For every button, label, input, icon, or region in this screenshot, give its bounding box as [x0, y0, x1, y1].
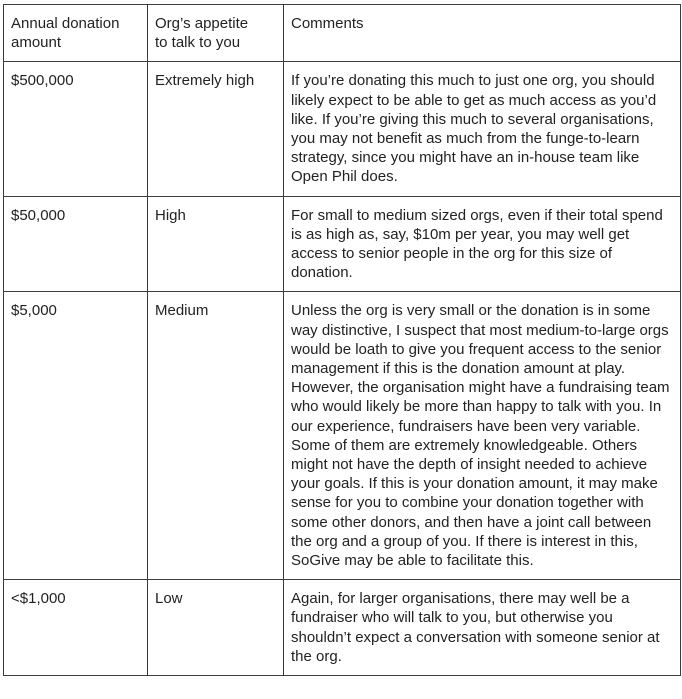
amount-cell [4, 62, 148, 196]
header-label-amount: Annual donation amount [11, 15, 120, 52]
comments-cell [284, 62, 681, 196]
amount-value: $50,000 [11, 206, 66, 224]
amount-value: $500,000 [11, 72, 74, 90]
amount-value: <$1,000 [11, 590, 66, 608]
appetite-value: High [155, 206, 186, 224]
comments-cell [284, 580, 681, 676]
appetite-cell [148, 196, 284, 292]
comments-text: Unless the org is very small or the donation is in some way distinctive, I suspect that most medium-to-large orgs would be loath to give you frequent access to the senior management if this is the donation amount at play. However, the organisation might have a fundraising team who would likely be more than happy to talk with you. In our experience, fundraisers have been very variable. Some of them are extremely knowledgeable. Others might not have the depth of insight needed to achieve your goals. If this is your donation amount, it may make sense for you to combine your donation together with some other donors, and then have a joint call between the org and a group of you. If there is interest in this, SoGive may be able to facilitate this. [291, 302, 674, 570]
table-row [4, 292, 681, 580]
appetite-cell [148, 62, 284, 196]
comments-cell [284, 292, 681, 580]
appetite-value: Medium [155, 302, 209, 320]
amount-value: $5,000 [11, 302, 57, 320]
table-row [4, 62, 681, 196]
comments-text: If you’re donating this much to just one org, you should likely expect to be able to get as much access as you’d like. If you’re giving this much to several organisations, you may not benefit as much from the funge-to-learn strategy, since you might have an in-house team like Open Phil does. [291, 72, 661, 186]
header-cell-appetite [148, 5, 284, 62]
comments-text: For small to medium sized orgs, even if their total spend is as high as, say, $10m per year, you may well get access to senior people in the org for this size of donation. [291, 206, 668, 282]
table-header-row [4, 5, 681, 62]
appetite-value: Low [155, 590, 183, 608]
comments-text: Again, for larger organisations, there may well be a fundraiser who will talk to you, but otherwise you shouldn’t expect a conversation with someone senior at the org. [291, 590, 664, 665]
appetite-cell [148, 580, 284, 676]
table-row [4, 580, 681, 676]
donation-table [3, 4, 681, 676]
amount-cell [4, 580, 148, 676]
header-cell-comments [284, 5, 681, 62]
header-label-appetite: Org’s appetite to talk to you [155, 15, 249, 52]
header-cell-amount [4, 5, 148, 62]
amount-cell [4, 196, 148, 292]
appetite-cell [148, 292, 284, 580]
header-label-comments: Comments [291, 15, 364, 32]
table-row [4, 196, 681, 292]
amount-cell [4, 292, 148, 580]
appetite-value: Extremely high [155, 72, 255, 90]
comments-cell [284, 196, 681, 292]
